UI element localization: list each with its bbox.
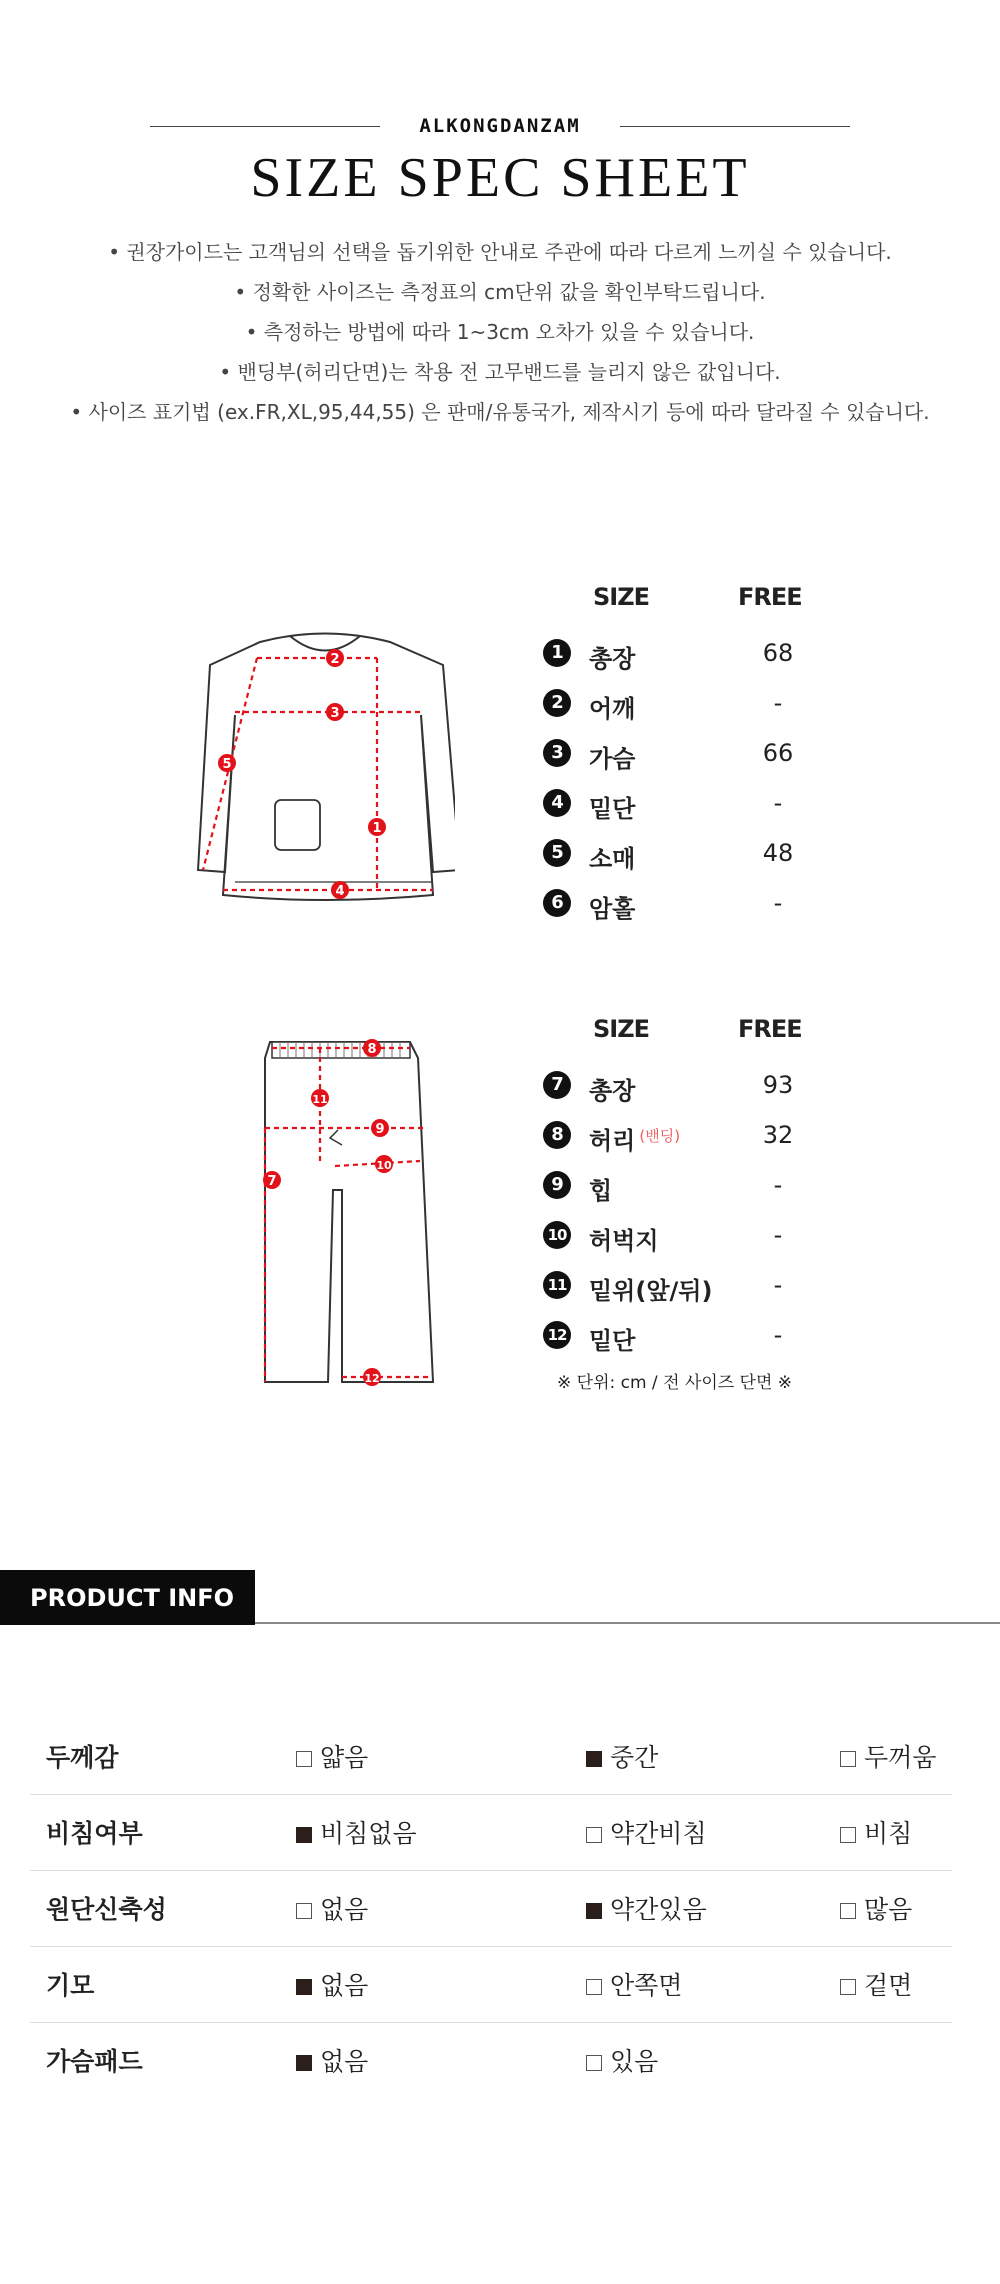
spec-row [543,683,843,723]
row-label: 밑위(앞/뒤) [589,1277,713,1305]
row-label: 총장 [589,645,636,673]
info-option: 비침 [840,1814,912,1850]
row-number: 3 [543,739,571,767]
marker-8 [363,1039,381,1057]
spec-row [543,633,843,673]
spec-row [543,833,843,873]
svg-text:11: 11 [312,1093,328,1106]
size-header: SIZE [593,583,650,611]
info-option: 얇음 [296,1738,368,1774]
row-number: 4 [543,789,571,817]
row-value: 66 [762,739,794,767]
row-number: 9 [543,1171,571,1199]
checkbox-icon [840,1903,856,1919]
bottom-spec-table [543,1015,863,1355]
row-value: - [773,889,783,917]
row-label: 힙 [589,1177,613,1205]
info-category: 가슴패드 [46,2047,143,2076]
svg-text:10: 10 [376,1159,392,1172]
row-number: 5 [543,839,571,867]
spec-row [543,1165,843,1205]
checkbox-icon [586,2055,602,2071]
svg-text:8: 8 [367,1042,377,1057]
note-line: • 정확한 사이즈는 측정표의 cm단위 값을 확인부탁드립니다. [234,280,766,304]
info-option: 없음 [296,2042,368,2078]
info-row [30,2022,952,2098]
info-option: 비침없음 [296,1814,417,1850]
spec-row [543,783,843,823]
brand-row [0,110,1000,150]
row-number: 7 [543,1071,571,1099]
row-value: 93 [762,1071,794,1099]
checkbox-icon [296,2055,312,2071]
pants-outline [265,1042,433,1382]
info-option: 중간 [586,1738,658,1774]
row-value: 68 [762,639,794,667]
unit-note: ※ 단위: cm / 전 사이즈 단면 ※ [557,1373,793,1393]
spec-row [543,1315,843,1355]
size-header: SIZE [593,1015,650,1043]
row-number: 11 [543,1271,571,1299]
svg-text:7: 7 [267,1174,277,1189]
checkbox-icon [586,1827,602,1843]
row-number: 2 [543,689,571,717]
row-label: 밑단 [589,795,636,823]
row-number: 8 [543,1121,571,1149]
info-option: 안쪽면 [586,1966,682,2002]
checkbox-icon [296,1751,312,1767]
divider-right [620,126,850,127]
checkbox-icon [586,1979,602,1995]
svg-text:2: 2 [330,652,340,667]
row-value: - [773,1221,783,1249]
spec-row [543,1215,843,1255]
row-number: 1 [543,639,571,667]
row-label: 허벅지 [589,1227,659,1255]
row-value: - [773,689,783,717]
checkbox-icon [586,1751,602,1767]
banding-tag: (밴딩) [639,1127,681,1145]
row-label: 어깨 [589,695,636,723]
top-outline [198,634,455,901]
note-line: • 사이즈 표기법 (ex.FR,XL,95,44,55) 은 판매/유통국가, 제작시기 등에 따라 달라질 수 있습니다. [70,400,930,424]
info-row [30,1718,952,1795]
marker-9 [371,1119,389,1137]
row-label: 가슴 [589,745,636,773]
info-category: 비침여부 [46,1819,143,1848]
marker-5 [218,754,236,772]
info-option: 없음 [296,1966,368,2002]
svg-text:4: 4 [335,884,345,899]
info-category: 원단신축성 [46,1895,167,1924]
row-value: 48 [762,839,794,867]
spec-row [543,1265,843,1305]
note-line: • 밴딩부(허리단면)는 착용 전 고무밴드를 늘리지 않은 값입니다. [219,360,781,384]
marker-3 [326,703,344,721]
row-value: - [773,1321,783,1349]
note-line: • 측정하는 방법에 따라 1~3cm 오차가 있을 수 있습니다. [245,320,755,344]
row-number: 6 [543,889,571,917]
info-option: 겉면 [840,1966,912,2002]
spec-row [543,733,843,773]
info-row [30,1870,952,1947]
info-category: 두께감 [46,1743,119,1772]
marker-7 [263,1171,281,1189]
info-option: 많음 [840,1890,912,1926]
marker-2 [326,649,344,667]
marker-11 [311,1089,329,1107]
free-header: FREE [738,1015,802,1043]
row-label: 총장 [589,1077,636,1105]
checkbox-icon [296,1903,312,1919]
svg-text:12: 12 [364,1372,380,1385]
spec-row [543,1115,843,1155]
info-option: 있음 [586,2042,658,2078]
row-label: 밑단 [589,1327,636,1355]
spec-row [543,883,843,923]
row-label: 소매 [589,845,636,873]
info-row [30,1946,952,2023]
row-value: - [773,1171,783,1199]
pants-diagram [250,1030,450,1395]
note-line: • 권장가이드는 고객님의 선택을 돕기위한 안내로 주관에 따라 다르게 느끼실 수 있습니다. [108,240,892,264]
page-title: SIZE SPEC SHEET [250,147,750,209]
marker-10 [375,1155,393,1173]
checkbox-icon [840,1827,856,1843]
checkbox-icon [296,1827,312,1843]
product-info-label: PRODUCT INFO [0,1570,255,1625]
svg-text:3: 3 [330,706,340,721]
top-garment-diagram [195,620,455,910]
checkbox-icon [840,1979,856,1995]
spec-row [543,1065,843,1105]
info-option: 없음 [296,1890,368,1926]
info-option: 두꺼움 [840,1738,936,1774]
marker-12 [363,1368,381,1386]
info-option: 약간비침 [586,1814,707,1850]
svg-text:1: 1 [372,821,382,836]
size-notes [0,232,1000,432]
checkbox-icon [840,1751,856,1767]
marker-4 [331,881,349,899]
info-category: 기모 [46,1971,95,2000]
info-row [30,1794,952,1871]
svg-text:9: 9 [375,1122,385,1137]
row-number: 10 [543,1221,571,1249]
info-option: 약간있음 [586,1890,707,1926]
row-label: 허리 $^{(밴딩)}$ [589,1127,681,1155]
row-label: 암홀 [589,895,636,923]
free-header: FREE [738,583,802,611]
row-value: 32 [762,1121,794,1149]
divider-left [150,126,380,127]
checkbox-icon [296,1979,312,1995]
brand-logo: ALKONGDANZAM [419,115,581,137]
product-info-divider [255,1622,1000,1624]
checkbox-icon [586,1903,602,1919]
row-value: - [773,1271,783,1299]
marker-1 [368,818,386,836]
top-spec-table [543,583,863,923]
row-number: 12 [543,1321,571,1349]
row-value: - [773,789,783,817]
svg-text:5: 5 [222,757,232,772]
